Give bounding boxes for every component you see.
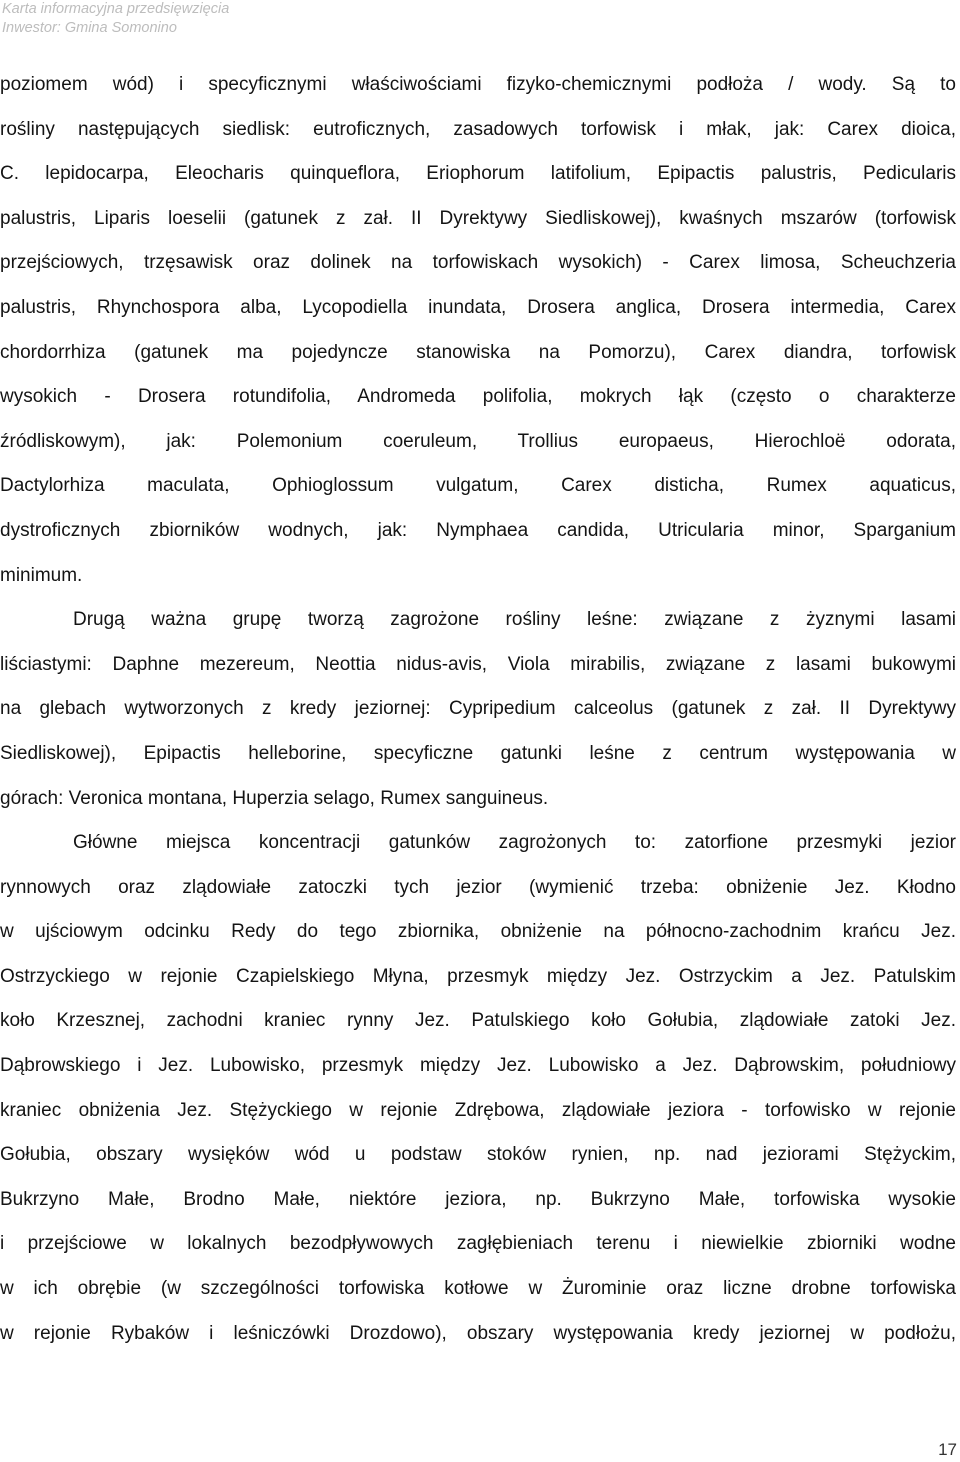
page-number: 17	[938, 1440, 957, 1459]
text-line: i przejściowe w lokalnych bezodpływowych zagłębieniach terenu i niewielkie zbiorniki wodne	[0, 1233, 956, 1255]
text-line: w rejonie Rybaków i leśniczówki Drozdowo), obszary występowania kredy jeziornej w podłożu,	[0, 1322, 956, 1344]
text-line: kraniec obniżenia Jez. Stężyckiego w rejonie Zdrębowa, zlądowiałe jeziora - torfowisko w rejonie	[0, 1099, 956, 1121]
text-line: w ich obrębie (w szczególności torfowiska kotłowe w Żurominie oraz liczne drobne torfowiska	[0, 1278, 956, 1300]
text-line: dystroficznych zbiorników wodnych, jak: Nymphaea candida, Utricularia minor, Sparganium	[0, 519, 956, 541]
page-header	[2, 0, 229, 37]
text-line: rośliny następujących siedlisk: eutroficznych, zasadowych torfowisk i młak, jak: Carex dioica,	[0, 118, 956, 140]
paragraph-3	[0, 821, 956, 1356]
text-line: Siedliskowej), Epipactis helleborine, specyficzne gatunki leśne z centrum występowania w	[0, 742, 956, 764]
header-investor: Inwestor: Gmina Somonino	[2, 19, 177, 36]
text-line: minimum.	[0, 564, 83, 586]
text-line: Gołubia, obszary wysięków wód u podstaw stoków rynien, np. nad jeziorami Stężyckim,	[0, 1144, 956, 1166]
text-line: Bukrzyno Małe, Brodno Małe, niektóre jeziora, np. Bukrzyno Małe, torfowiska wysokie	[0, 1188, 956, 1210]
text-line: liściastymi: Daphne mezereum, Neottia nidus-avis, Viola mirabilis, związane z lasami bukowymi	[0, 653, 956, 675]
text-line: Dąbrowskiego i Jez. Lubowisko, przesmyk między Jez. Lubowisko a Jez. Dąbrowskim, południowy	[0, 1055, 956, 1077]
text-line: C. lepidocarpa, Eleocharis quinqueflora, Eriophorum latifolium, Epipactis palustris, Pedicularis	[0, 163, 956, 185]
text-line: Dactylorhiza maculata, Ophioglossum vulgatum, Carex disticha, Rumex aquaticus,	[0, 475, 956, 497]
text-line: Ostrzyckiego w rejonie Czapielskiego Młyna, przesmyk między Jez. Ostrzyckim a Jez. Patulskim	[0, 965, 956, 987]
text-line: palustris, Liparis loeselii (gatunek z zał. II Dyrektywy Siedliskowej), kwaśnych mszarów (torfowisk	[0, 207, 956, 229]
paragraph-1	[0, 63, 956, 598]
text-line: palustris, Rhynchospora alba, Lycopodiella inundata, Drosera anglica, Drosera intermedia, Carex	[0, 296, 956, 318]
text-line: źródliskowym), jak: Polemonium coeruleum, Trollius europaeus, Hierochloë odorata,	[0, 430, 956, 452]
text-line: poziomem wód) i specyficznymi właściwościami fizyko-chemicznymi podłoża / wody. Są to	[0, 74, 956, 95]
text-line: w ujściowym odcinku Redy do tego zbiornika, obniżenie na północno-zachodnim krańcu Jez.	[0, 921, 956, 943]
text-line: wysokich - Drosera rotundifolia, Andromeda polifolia, mokrych łąk (często o charakterze	[0, 386, 956, 408]
text-line: chordorrhiza (gatunek ma pojedyncze stanowiska na Pomorzu), Carex diandra, torfowisk	[0, 341, 956, 363]
text-line: przejściowych, trzęsawisk oraz dolinek na torfowiskach wysokich) - Carex limosa, Scheuchzeria	[0, 252, 956, 274]
text-line: górach: Veronica montana, Huperzia selago, Rumex sanguineus.	[0, 787, 549, 809]
text-line: rynnowych oraz zlądowiałe zatoczki tych jezior (wymienić trzeba: obniżenie Jez. Kłodno	[0, 876, 956, 898]
text-line: Drugą ważna grupę tworzą zagrożone rośliny leśne: związane z żyznymi lasami	[73, 609, 956, 631]
text-line: koło Krzesznej, zachodni kraniec rynny Jez. Patulskiego koło Gołubia, zlądowiałe zatoki Jez.	[0, 1010, 956, 1032]
body-text	[0, 63, 956, 1356]
paragraph-2	[0, 598, 956, 821]
text-line: na glebach wytworzonych z kredy jeziornej: Cypripedium calceolus (gatunek z zał. II Dyrektywy	[0, 698, 956, 720]
text-line: Główne miejsca koncentracji gatunków zagrożonych to: zatorfione przesmyki jezior	[73, 832, 956, 854]
header-title: Karta informacyjna przedsięwzięcia	[2, 1, 230, 17]
